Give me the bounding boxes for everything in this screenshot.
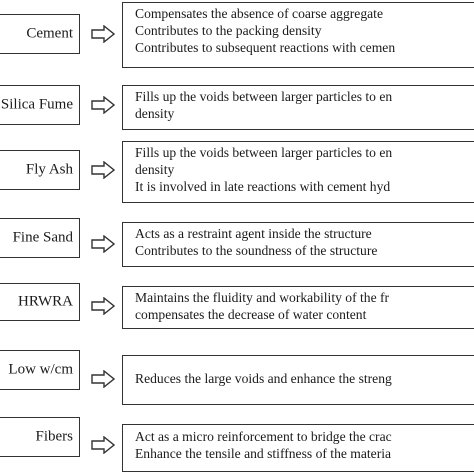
label-cement: Cement (26, 25, 73, 42)
label-fibers: Fibers (35, 428, 73, 445)
label-box-fine-sand (0, 218, 80, 258)
desc-box-low-wcm (122, 355, 474, 405)
arrow-right-icon (91, 370, 115, 388)
desc-line: Act as a micro reinforcement to bridge the crac (135, 429, 392, 444)
label-box-cement (0, 14, 80, 54)
label-box-hrwra (0, 283, 80, 321)
desc-line: Contributes to subsequent reactions with cemen (135, 40, 396, 55)
desc-box-fine-sand (122, 222, 474, 267)
desc-line: Compensates the absence of coarse aggregate (135, 6, 383, 21)
desc-line: compensates the decrease of water content (135, 307, 367, 322)
label-fine-sand: Fine Sand (12, 229, 73, 246)
desc-box-cement (122, 2, 474, 68)
label-low-wcm: Low w/cm (8, 361, 73, 378)
desc-line: density (135, 106, 175, 121)
arrow-right-icon (91, 25, 115, 43)
desc-line: Fills up the voids between larger particles to en (135, 89, 393, 104)
desc-line: Contributes to the packing density (135, 23, 322, 38)
desc-box-silica-fume (122, 85, 474, 130)
desc-line: Reduces the large voids and enhance the streng (135, 371, 392, 386)
desc-line: Contributes to the soundness of the structure (135, 243, 378, 258)
arrow-right-icon (91, 436, 115, 454)
desc-line: It is involved in late reactions with cement hyd (135, 179, 391, 194)
desc-box-hrwra (122, 286, 474, 329)
label-hrwra: HRWRA (17, 293, 73, 310)
label-box-silica-fume (0, 85, 80, 125)
desc-line: density (135, 162, 175, 177)
desc-line: Fills up the voids between larger particles to en (135, 145, 393, 160)
desc-box-fibers (122, 424, 474, 472)
label-fly-ash: Fly Ash (25, 161, 73, 178)
desc-box-fly-ash (122, 141, 474, 203)
label-silica-fume: Silica Fume (0, 96, 73, 113)
arrow-right-icon (91, 96, 115, 114)
label-box-fly-ash (0, 150, 80, 190)
arrow-right-icon (91, 297, 115, 315)
desc-line: Acts as a restraint agent inside the structure (135, 226, 372, 241)
desc-line: Enhance the tensile and stiffness of the materia (135, 446, 392, 461)
arrow-right-icon (91, 161, 115, 179)
desc-line: Maintains the fluidity and workability of the fr (135, 290, 390, 305)
label-box-low-wcm (0, 350, 80, 390)
label-box-fibers (0, 417, 80, 457)
arrow-right-icon (91, 235, 115, 253)
